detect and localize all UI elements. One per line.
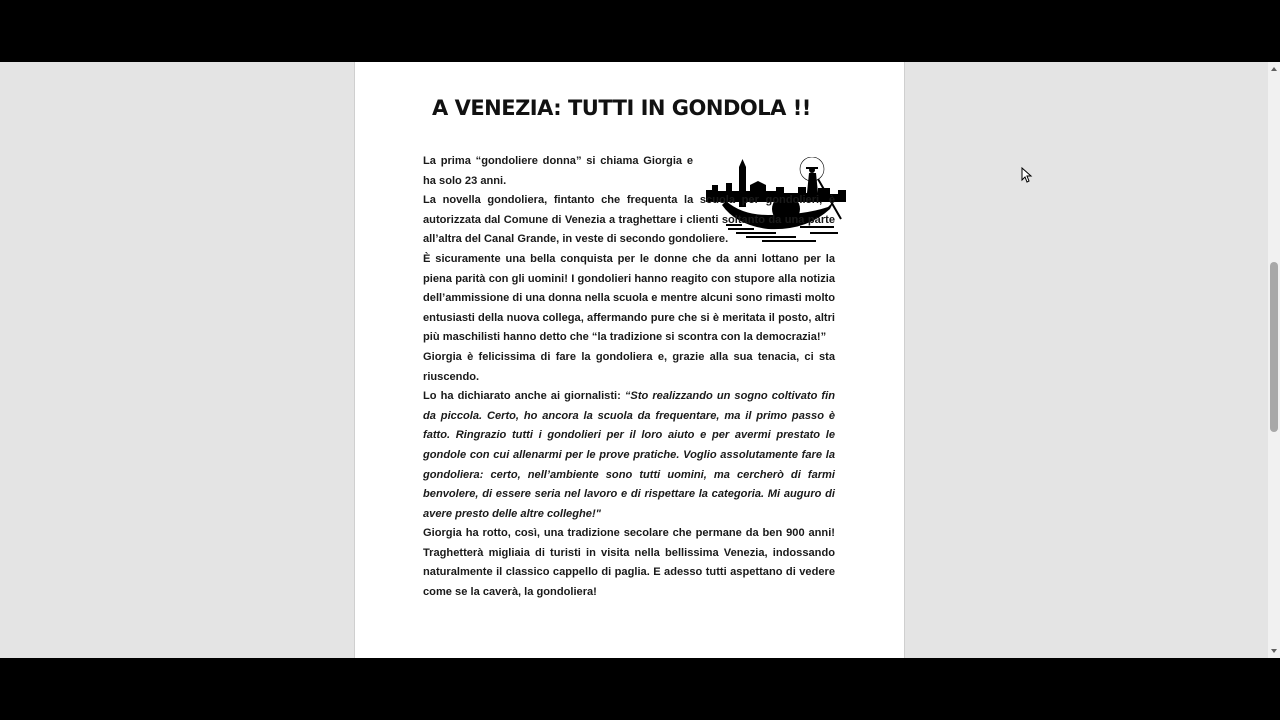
scroll-up-arrow-icon[interactable]	[1268, 62, 1280, 76]
scroll-down-arrow-icon[interactable]	[1268, 644, 1280, 658]
paragraph	[423, 191, 835, 250]
quote-text: “Sto realizzando un sogno coltivato fin da piccola. Certo, ho ancora la scuola da frequentare, ma il primo passo è fatto. Ringrazio tutti i gondolieri per il loro aiuto e per avermi prestato le gondole con cui allenarmi per le prove pratiche. Voglio assolutamente fare la gondoliera: certo, nell’ambiente sono tutti uomini, ma cercherò di farmi benvolere, di essere seria nel lavoro e di rispettare la categoria. Mi auguro di avere presto delle altre colleghe!"	[423, 390, 835, 520]
paragraph: La prima “gondoliere donna” si chiama Giorgia e ha solo 23 anni.	[423, 155, 693, 187]
quote-intro: Lo ha dichiarato anche ai giornalisti:	[423, 390, 625, 403]
vertical-scrollbar[interactable]	[1268, 62, 1280, 658]
quote-paragraph	[423, 387, 835, 524]
document-page	[354, 62, 905, 658]
closing-paragraph: Giorgia ha rotto, così, una tradizione secolare che permane da ben 900 anni! Traghetterà migliaia di turisti in visita nella bellissima Venezia, indossando naturalmente il classico cappello di paglia. E adesso tutti aspettano di vedere come se la caverà, la gondoliera!	[423, 527, 835, 599]
document-viewer[interactable]	[0, 62, 1280, 658]
document-title: A VENEZIA: TUTTI IN GONDOLA !!	[432, 96, 811, 120]
paragraph: Giorgia è felicissima di fare la gondoliera e, grazie alla sua tenacia, ci sta riuscendo.	[423, 350, 835, 383]
scrollbar-thumb[interactable]	[1270, 262, 1278, 432]
paragraph: È sicuramente una bella conquista per le donne che da anni lottano per la piena parità con gli uomini! I gondolieri hanno reagito con stupore alla notizia dell’ammissione di una donna nella scuola e mentre alcuni sono rimasti molto entusiasti della nuova collega, affermando pure che si è meritata il posto, altri più maschilisti hanno detto che “la tradizione si scontra con la democrazia!”	[423, 252, 835, 344]
mouse-pointer-icon	[1021, 167, 1033, 185]
paragraph-wrap: La novella gondoliera, fintanto che frequenta la scuola per gondolieri, è autorizzata dal Comune di Venezia a traghettare i clienti soltanto da una parte all’altra del Canal Grande, in veste di secondo gondoliere.	[423, 194, 835, 246]
article-body	[423, 152, 835, 603]
